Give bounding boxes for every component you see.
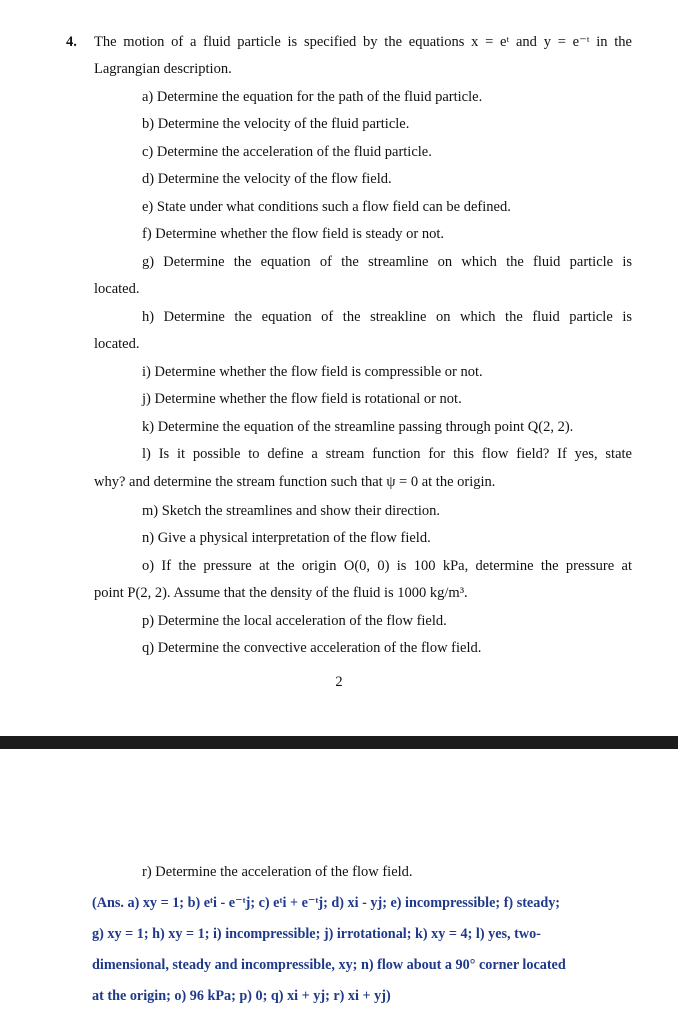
page-number: 2 [335, 674, 343, 690]
answers-line-4: at the origin; o) 96 kPa; p) 0; q) xi + yj; r) xi + yj) [92, 988, 391, 1004]
part-n: n) Give a physical interpretation of the flow field. [142, 530, 431, 546]
part-i: i) Determine whether the flow field is compressible or not. [142, 364, 483, 380]
part-d: d) Determine the velocity of the flow field. [142, 171, 392, 187]
part-q: q) Determine the convective acceleration of the flow field. [142, 640, 482, 656]
part-g-line-2: located. [94, 281, 140, 297]
part-o-line-2: point P(2, 2). Assume that the density of the fluid is 1000 kg/m³. [94, 585, 468, 601]
page-break-divider [0, 736, 678, 749]
part-k: k) Determine the equation of the streamline passing through point Q(2, 2). [142, 419, 574, 435]
part-l-line-1: l) Is it possible to define a stream function for this flow field? If yes, state [142, 446, 632, 462]
part-b: b) Determine the velocity of the fluid particle. [142, 116, 410, 132]
question-intro-line-1: The motion of a fluid particle is specified by the equations x = eᵗ and y = e⁻ᵗ in the [94, 34, 632, 50]
part-c: c) Determine the acceleration of the fluid particle. [142, 144, 432, 160]
part-r: r) Determine the acceleration of the flow field. [142, 864, 413, 880]
question-intro-line-2: Lagrangian description. [94, 61, 232, 77]
answers-line-1: (Ans. a) xy = 1; b) eᵗi - e⁻ᵗj; c) eᵗi + e⁻ᵗj; d) xi - yj; e) incompressible; f) steady; [92, 895, 561, 911]
part-p: p) Determine the local acceleration of the flow field. [142, 613, 447, 629]
part-m: m) Sketch the streamlines and show their direction. [142, 503, 440, 519]
part-l-line-2: why? and determine the stream function such that ψ = 0 at the origin. [94, 474, 496, 490]
part-h-line-1: h) Determine the equation of the streakline on which the fluid particle is [142, 309, 632, 325]
question-number: 4. [66, 34, 77, 50]
part-g-line-1: g) Determine the equation of the streamline on which the fluid particle is [142, 254, 632, 270]
answers-line-2: g) xy = 1; h) xy = 1; i) incompressible; j) irrotational; k) xy = 4; l) yes, two- [92, 926, 541, 942]
answers-line-3: dimensional, steady and incompressible, xy; n) flow about a 90° corner located [92, 957, 566, 973]
part-e: e) State under what conditions such a flow field can be defined. [142, 199, 511, 215]
part-a: a) Determine the equation for the path of the fluid particle. [142, 89, 483, 105]
part-j: j) Determine whether the flow field is rotational or not. [142, 391, 462, 407]
part-h-line-2: located. [94, 336, 140, 352]
part-o-line-1: o) If the pressure at the origin O(0, 0) is 100 kPa, determine the pressure at [142, 558, 632, 574]
part-f: f) Determine whether the flow field is steady or not. [142, 226, 444, 242]
